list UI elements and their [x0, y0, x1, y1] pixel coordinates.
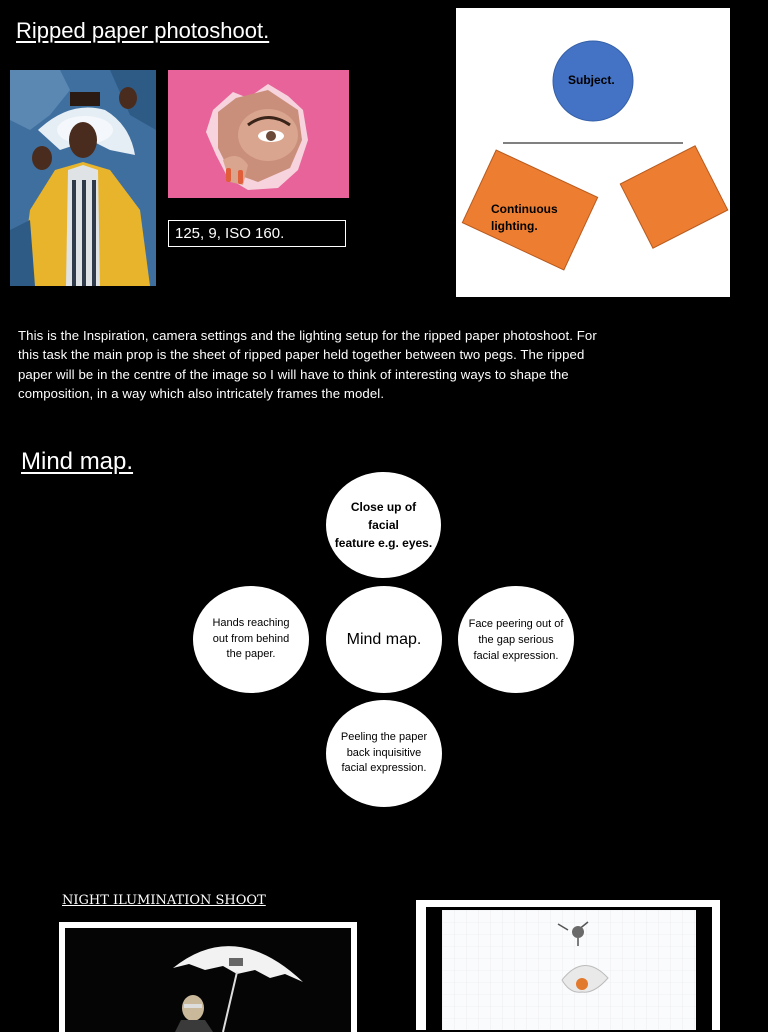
subject-label: Subject. [568, 73, 615, 87]
node-center-label: Mind map. [346, 630, 422, 648]
inspiration-photo-man [10, 70, 156, 286]
node-bottom-line1: Peeling the paper [340, 731, 428, 744]
mind-map-title: Mind map. [21, 448, 134, 475]
light-right [620, 146, 728, 248]
inspiration-photo-eye [168, 70, 349, 198]
node-left-line2: out from behind [212, 632, 290, 645]
description-text: This is the Inspiration, camera settings and the lighting setup for the ripped paper photoshoot. For this task the main prop is the sheet of ripped paper held together between two pegs. The ripped paper will be in the centre of the image so I will have to think of interesting ways to shape the composition, in a way which also intricately frames the model. [18, 328, 597, 401]
camera-settings: 125, 9, ISO 160. [168, 220, 346, 247]
night-photo-frame [59, 922, 357, 1032]
page-title: Ripped paper photoshoot. [16, 18, 270, 43]
node-right-line1: Face peering out of [468, 617, 564, 630]
mind-map-node-bottom [326, 700, 442, 807]
node-top-line2: feature e.g. eyes. [334, 536, 433, 550]
night-lighting-diagram-frame [416, 900, 720, 1030]
node-left-line1: Hands reaching [212, 617, 290, 630]
lighting-diagram [456, 8, 730, 297]
mind-map-node-top [326, 472, 441, 578]
node-bottom-line3: facial expression. [341, 762, 427, 775]
night-shoot-title: NIGHT ILUMINATION SHOOT [62, 893, 266, 908]
node-right-line2: the gap serious [478, 633, 554, 646]
mind-map-node-center [326, 586, 442, 693]
light-label-line1: Continuous [491, 202, 558, 216]
node-bottom-line2: back inquisitive [346, 746, 422, 759]
mind-map-node-right [458, 586, 574, 693]
node-top-line1: Close up of facial [350, 500, 417, 532]
light-label [491, 201, 558, 235]
light-label-line2: lighting. [491, 219, 538, 233]
node-right-line3: facial expression. [473, 649, 559, 662]
node-left-line3: the paper. [226, 648, 276, 661]
mind-map-node-left [193, 586, 309, 693]
